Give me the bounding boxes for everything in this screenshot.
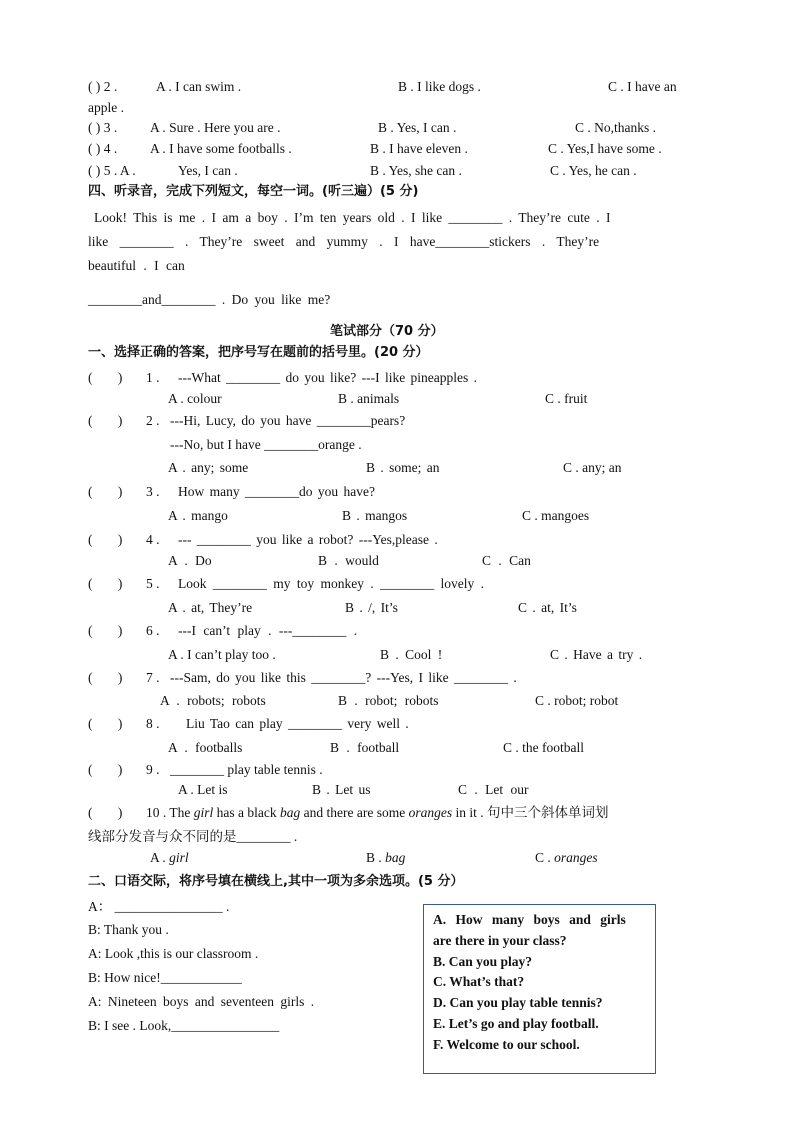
q8-option-c: C . the football bbox=[503, 740, 584, 755]
listen-q2-a: A . I can swim . bbox=[156, 79, 242, 94]
q5-option-a: A . at, They’re bbox=[168, 600, 253, 615]
dialog-line-3: A: Look ,this is our classroom . bbox=[88, 946, 259, 961]
q6-num: 6 . bbox=[146, 623, 160, 638]
q1-option-b: B . animals bbox=[338, 391, 400, 406]
q6-text: ---I can’t play . ---________ . bbox=[178, 623, 358, 638]
q2-text2: ---No, but I have ________orange . bbox=[170, 437, 362, 452]
q9-option-a: A . Let is bbox=[178, 782, 228, 797]
dialog-line-4: B: How nice!____________ bbox=[88, 970, 242, 985]
q10-paren: ( ) bbox=[88, 805, 123, 820]
q7-paren: ( ) bbox=[88, 670, 123, 685]
q3-num: 3 . bbox=[146, 484, 160, 499]
q2-num: 2 . bbox=[146, 413, 160, 428]
dialog-line-1: A： ________________ . bbox=[88, 899, 230, 914]
option-e: E. Let’s go and play football. bbox=[433, 1016, 599, 1031]
option-c: C. What’s that? bbox=[433, 974, 525, 989]
q7-num: 7 . bbox=[146, 670, 160, 685]
listen-q3-a: A . Sure . Here you are . bbox=[150, 120, 281, 135]
q9-option-b: B . Let us bbox=[312, 782, 371, 797]
listen-q3-c: C . No,thanks . bbox=[575, 120, 656, 135]
q1-paren: ( ) bbox=[88, 370, 123, 385]
q3-text: How many ________do you have? bbox=[178, 484, 375, 499]
q5-num: 5 . bbox=[146, 576, 160, 591]
listen-q2-b: B . I like dogs . bbox=[398, 79, 481, 94]
q10-line2: 线部分发音与众不同的是________ . bbox=[88, 829, 298, 844]
q6-option-a: A . I can’t play too . bbox=[168, 647, 276, 662]
listen-q5-c: C . Yes, he can . bbox=[550, 163, 637, 178]
q7-option-b: B . robot; robots bbox=[338, 693, 439, 708]
q10-option-c bbox=[535, 849, 598, 867]
q6-option-c: C . Have a try . bbox=[550, 647, 643, 662]
written-title: 笔试部分（70 分） bbox=[330, 324, 444, 339]
section4-line3: beautiful . I can bbox=[88, 258, 185, 273]
q10-option-c-word: oranges bbox=[554, 850, 598, 865]
q4-option-b: B . would bbox=[318, 553, 379, 568]
q10-option-c-label: C . bbox=[535, 850, 555, 865]
option-a-line1: A. How many boys and girls bbox=[433, 912, 626, 927]
q10-italic-oranges: oranges bbox=[408, 805, 453, 820]
q3-paren: ( ) bbox=[88, 484, 123, 499]
section4-heading: 四、听录音，完成下列短文，每空一词。(听三遍）(5 分) bbox=[88, 184, 419, 199]
q2-option-c: C . any; an bbox=[563, 460, 622, 475]
section2-heading: 二、口语交际，将序号填在横线上,其中一项为多余选项。(5 分） bbox=[88, 874, 464, 889]
dialog-line-6: B: I see . Look,________________ bbox=[88, 1018, 280, 1033]
q5-text: Look ________ my toy monkey . ________ lovely . bbox=[178, 576, 484, 591]
q2-paren: ( ) bbox=[88, 413, 123, 428]
q5-option-c: C . at, It’s bbox=[518, 600, 577, 615]
listen-q2-c: C . I have an bbox=[608, 79, 677, 94]
q8-paren: ( ) bbox=[88, 716, 123, 731]
q10-pre: The bbox=[169, 805, 194, 820]
q7-option-c: C . robot; robot bbox=[535, 693, 619, 708]
q4-text: --- ________ you like a robot? ---Yes,please . bbox=[178, 532, 438, 547]
listen-q5-num: ( ) 5 . A . bbox=[88, 163, 136, 178]
q10-italic-girl: girl bbox=[193, 805, 214, 820]
q6-option-b: B . Cool ! bbox=[380, 647, 443, 662]
q10-post: in it . 句中三个斜体单词划 bbox=[452, 805, 609, 820]
q2-option-a: A . any; some bbox=[168, 460, 249, 475]
q4-option-a: A . Do bbox=[168, 553, 212, 568]
q8-text: Liu Tao can play ________ very well . bbox=[186, 716, 409, 731]
q9-option-c: C . Let our bbox=[458, 782, 529, 797]
q9-text: ________ play table tennis . bbox=[170, 762, 323, 777]
q5-paren: ( ) bbox=[88, 576, 123, 591]
q8-option-b: B . football bbox=[330, 740, 400, 755]
q2-text: ---Hi, Lucy, do you have ________pears? bbox=[170, 413, 406, 428]
section1-heading: 一、选择正确的答案，把序号写在题前的括号里。(20 分） bbox=[88, 345, 429, 360]
listen-q4-num: ( ) 4 . bbox=[88, 141, 118, 156]
q10-option-a-word: girl bbox=[169, 850, 189, 865]
q10-num: 10 . bbox=[146, 805, 167, 820]
listen-q4-c: C . Yes,I have some . bbox=[548, 141, 662, 156]
option-a-line2: are there in your class? bbox=[433, 933, 567, 948]
q4-option-c: C . Can bbox=[482, 553, 531, 568]
dialog-line-2: B: Thank you . bbox=[88, 922, 169, 937]
option-d: D. Can you play table tennis? bbox=[433, 995, 603, 1010]
section4-line1: Look! This is me . I am a boy . I’m ten years old . I like ________ . They’re cute . I bbox=[94, 210, 611, 225]
q1-num: 1 . bbox=[146, 370, 160, 385]
listen-q5-a: Yes, I can . bbox=[178, 163, 238, 178]
q4-num: 4 . bbox=[146, 532, 160, 547]
listen-q4-b: B . I have eleven . bbox=[370, 141, 468, 156]
option-f: F. Welcome to our school. bbox=[433, 1037, 580, 1052]
q10-text bbox=[146, 804, 608, 822]
listen-q3-num: ( ) 3 . bbox=[88, 120, 118, 135]
listen-q4-a: A . I have some footballs . bbox=[150, 141, 292, 156]
q6-paren: ( ) bbox=[88, 623, 123, 638]
q4-paren: ( ) bbox=[88, 532, 123, 547]
dialog-line-5: A: Nineteen boys and seventeen girls . bbox=[88, 994, 315, 1009]
q9-paren: ( ) bbox=[88, 762, 123, 777]
q3-option-b: B . mangos bbox=[342, 508, 408, 523]
listen-q5-b: B . Yes, she can . bbox=[370, 163, 462, 178]
q3-option-c: C . mangoes bbox=[522, 508, 590, 523]
q10-option-a-label: A . bbox=[150, 850, 170, 865]
q3-option-a: A . mango bbox=[168, 508, 228, 523]
q1-text: ---What ________ do you like? ---I like pineapples . bbox=[178, 370, 478, 385]
listen-q2-c-cont: apple . bbox=[88, 100, 124, 115]
options-box bbox=[423, 904, 656, 1074]
q8-num: 8 . bbox=[146, 716, 160, 731]
section4-line2: like ________ . They’re sweet and yummy . I have________stickers . They’re bbox=[88, 234, 600, 249]
q7-text: ---Sam, do you like this ________? ---Yes, I like ________ . bbox=[170, 670, 517, 685]
q10-option-a bbox=[150, 849, 189, 867]
q10-option-b-word: bag bbox=[385, 850, 406, 865]
option-b: B. Can you play? bbox=[433, 954, 533, 969]
q5-option-b: B . /, It’s bbox=[345, 600, 398, 615]
q10-option-b-label: B . bbox=[366, 850, 386, 865]
q2-option-b: B . some; an bbox=[366, 460, 440, 475]
q10-mid2: and there are some bbox=[300, 805, 409, 820]
q10-mid1: has a black bbox=[213, 805, 281, 820]
q1-option-c: C . fruit bbox=[545, 391, 588, 406]
section4-line4: ________and________ . Do you like me? bbox=[88, 292, 331, 307]
q7-option-a: A . robots; robots bbox=[160, 693, 266, 708]
listen-q2-num: ( ) 2 . bbox=[88, 79, 118, 94]
q9-num: 9 . bbox=[146, 762, 160, 777]
listen-q3-b: B . Yes, I can . bbox=[378, 120, 457, 135]
q10-italic-bag: bag bbox=[280, 805, 301, 820]
q10-option-b bbox=[366, 849, 405, 867]
q1-option-a: A . colour bbox=[168, 391, 222, 406]
q8-option-a: A . footballs bbox=[168, 740, 243, 755]
